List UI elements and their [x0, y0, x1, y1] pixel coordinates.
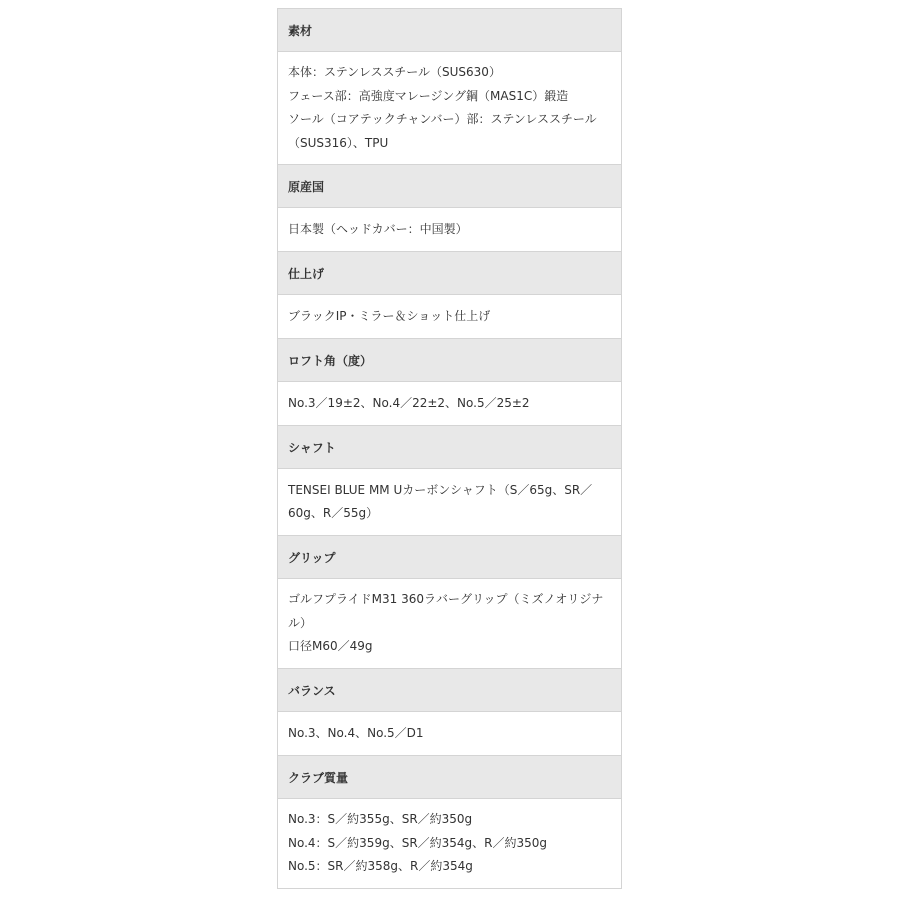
spec-value-loft [278, 382, 621, 426]
spec-value-club-weight [278, 799, 621, 888]
spec-line: 日本製（ヘッドカバー：中国製） [288, 221, 468, 236]
spec-line: ソール（コアテックチャンバー）部：ステンレススチール [288, 112, 597, 126]
spec-line: （SUS316）、TPU [288, 135, 389, 150]
spec-label-balance: バランス [278, 669, 621, 712]
spec-value-balance [278, 712, 621, 756]
spec-line: フェース部：高強度マレージング鋼（MAS1C）鍛造 [288, 88, 569, 103]
spec-line: 本体：ステンレススチール（SUS630） [288, 65, 501, 79]
spec-table [277, 8, 622, 889]
spec-label-grip: グリップ [278, 536, 621, 579]
spec-line: ル） [288, 615, 313, 630]
spec-label-finish: 仕上げ [278, 252, 621, 295]
spec-line: 口径M60／49g [288, 639, 373, 654]
spec-label-shaft: シャフト [278, 426, 621, 469]
spec-line: ゴルフプライドM31 360ラバーグリップ（ミズノオリジナ [288, 592, 604, 607]
spec-label-origin: 原産国 [278, 165, 621, 208]
spec-value-grip [278, 579, 621, 669]
spec-label-loft: ロフト角（度） [278, 339, 621, 382]
spec-line: No.3／19±2、No.4／22±2、No.5／25±2 [288, 395, 530, 410]
spec-line: TENSEI BLUE MM Uカーボンシャフト（S／65g、SR／ [288, 482, 593, 497]
spec-value-material [278, 52, 621, 165]
spec-value-shaft [278, 469, 621, 536]
spec-line: No.3：S／約355g、SR／約350g [288, 812, 473, 827]
spec-line: No.5：SR／約358g、R／約354g [288, 859, 473, 874]
spec-label-material: 素材 [278, 9, 621, 52]
spec-value-origin [278, 208, 621, 252]
spec-line: No.3、No.4、No.5／D1 [288, 725, 424, 740]
spec-line: ブラックIP・ミラー＆ショット仕上げ [288, 308, 491, 323]
spec-value-finish [278, 295, 621, 339]
spec-label-club-weight: クラブ質量 [278, 756, 621, 799]
spec-line: No.4：S／約359g、SR／約354g、R／約350g [288, 835, 548, 850]
spec-line: 60g、R／55g） [288, 506, 379, 520]
